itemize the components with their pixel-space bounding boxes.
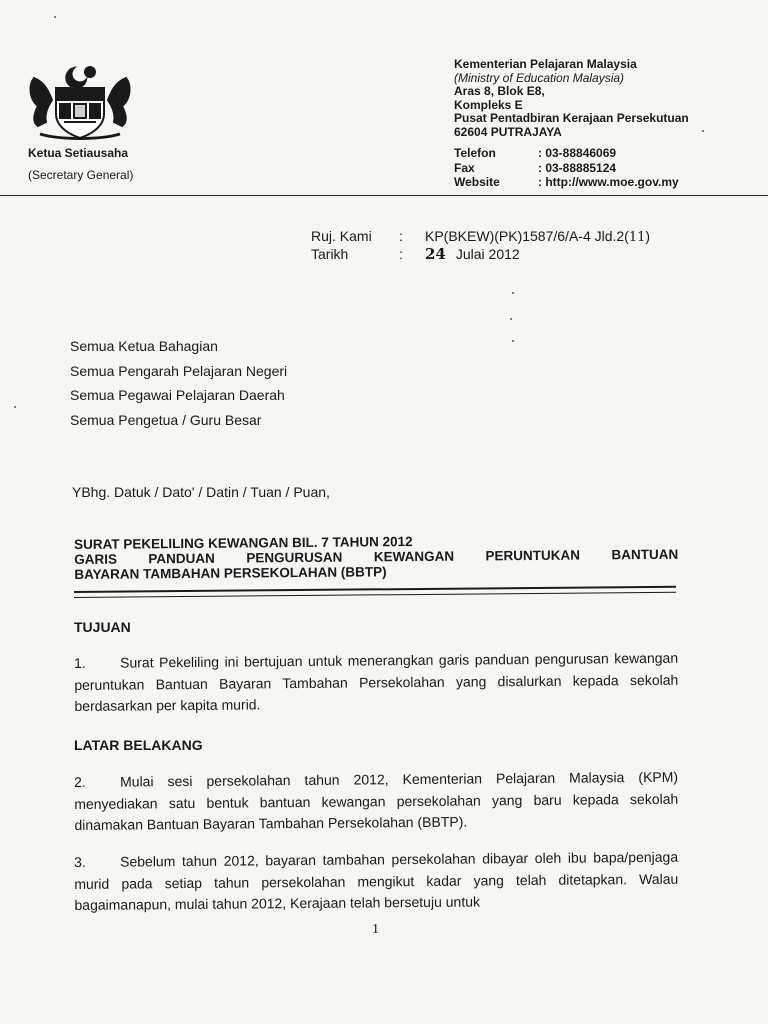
reference-colon: :	[399, 228, 403, 244]
contact-website	[454, 175, 679, 190]
paragraph-text: Sebelum tahun 2012, bayaran tambahan persekolahan dibayar oleh ibu bapa/penjaga murid pada setiap tahun persekolahan mengikut kadar yang telah ditetapkan. Walau bagaimanapun, mulai tahun 2012, Kerajaan telah bersetuju untuk	[74, 848, 679, 913]
address-line: Kompleks E	[454, 97, 523, 112]
scan-speck	[54, 16, 56, 18]
reference-number-text: KP(BKEW)(PK)1587/6/A-4 Jld.2(	[425, 228, 629, 244]
scan-speck	[512, 292, 514, 294]
reference-label: Ruj. Kami	[311, 228, 372, 244]
reference-close: )	[645, 228, 651, 244]
addressee: Semua Ketua Bahagian	[70, 338, 218, 354]
scan-speck	[510, 318, 512, 320]
contact-fax	[454, 161, 679, 176]
office-subtitle: (Secretary General)	[28, 168, 134, 182]
paragraph-text: Mulai sesi persekolahan tahun 2012, Kementerian Pelajaran Malaysia (KPM) menyediakan satu bentuk bantuan kewangan persekolahan yang baru kepada sekolah dinamakan Bantuan Bayaran Tambahan Persekolahan (BBTP).	[74, 768, 679, 833]
scan-speck	[14, 406, 16, 408]
addressee: Semua Pengetua / Guru Besar	[70, 411, 262, 428]
letterhead-divider	[0, 195, 768, 196]
salutation: YBhg. Datuk / Dato' / Datin / Tuan / Puan,	[72, 484, 330, 500]
subject-line: SURAT PEKELILING KEWANGAN BIL. 7 TAHUN 2012	[74, 534, 413, 552]
contact-value: : http://www.moe.gov.my	[538, 175, 679, 189]
subject-line: BAYARAN TAMBAHAN PERSEKOLAHAN (BBTP)	[74, 564, 387, 582]
addressee: Semua Pengarah Pelajaran Negeri	[70, 362, 288, 379]
subject-line: GARIS PANDUAN PENGURUSAN KEWANGAN PERUNTUKAN BANTUAN	[74, 546, 679, 567]
section-heading-latar-belakang: LATAR BELAKANG	[74, 737, 203, 753]
contact-value: : 03-88846069	[538, 146, 617, 160]
contact-phone	[454, 146, 679, 161]
address-line: 62604 PUTRAJAYA	[454, 124, 562, 139]
ministry-name: Kementerian Pelajaran Malaysia	[454, 57, 637, 71]
reference-block	[311, 228, 650, 263]
subject-heading	[74, 532, 678, 582]
paragraph-number: 1.	[74, 654, 86, 671]
addressee-list	[70, 334, 287, 432]
section-heading-tujuan: TUJUAN	[74, 619, 131, 635]
reference-handwritten-number: 11	[628, 230, 646, 245]
paragraph-3	[74, 847, 679, 917]
contact-value: : 03-88885124	[538, 160, 617, 175]
page-number: 1	[372, 922, 379, 937]
date-label: Tarikh	[311, 246, 349, 262]
paragraph-number: 2.	[74, 773, 86, 790]
reference-row	[311, 228, 650, 246]
contact-label: Fax	[454, 160, 475, 175]
date-handwritten-day: 24	[425, 245, 446, 263]
date-row	[311, 246, 650, 263]
paragraph-2	[74, 767, 679, 837]
paragraph-1	[74, 648, 679, 718]
address-line: Aras 8, Blok E8,	[454, 84, 545, 99]
coat-of-arms-logo	[24, 60, 136, 142]
paragraph-text: Surat Pekeliling ini bertujuan untuk menerangkan garis panduan pengurusan kewangan peruntukan Bantuan Bayaran Tambahan Persekolahan yang disalurkan kepada sekolah berdasarkan per kapita murid.	[74, 649, 679, 714]
addressee: Semua Pegawai Pelajaran Daerah	[70, 387, 285, 403]
paragraph-number: 3.	[74, 853, 86, 870]
date-month-year: Julai 2012	[455, 246, 520, 262]
contact-label: Telefon	[454, 146, 496, 160]
date-colon: :	[399, 246, 403, 262]
scan-speck	[702, 130, 704, 132]
scan-speck	[512, 340, 514, 342]
address-line: Pusat Pentadbiran Kerajaan Persekutuan	[454, 111, 689, 126]
subject-underline	[74, 586, 676, 598]
contact-details	[454, 146, 679, 190]
contact-label: Website	[454, 175, 500, 189]
reference-number	[425, 228, 650, 246]
ministry-address	[454, 58, 689, 140]
office-title: Ketua Setiausaha	[28, 146, 129, 160]
ministry-name-english: (Ministry of Education Malaysia)	[454, 70, 625, 85]
